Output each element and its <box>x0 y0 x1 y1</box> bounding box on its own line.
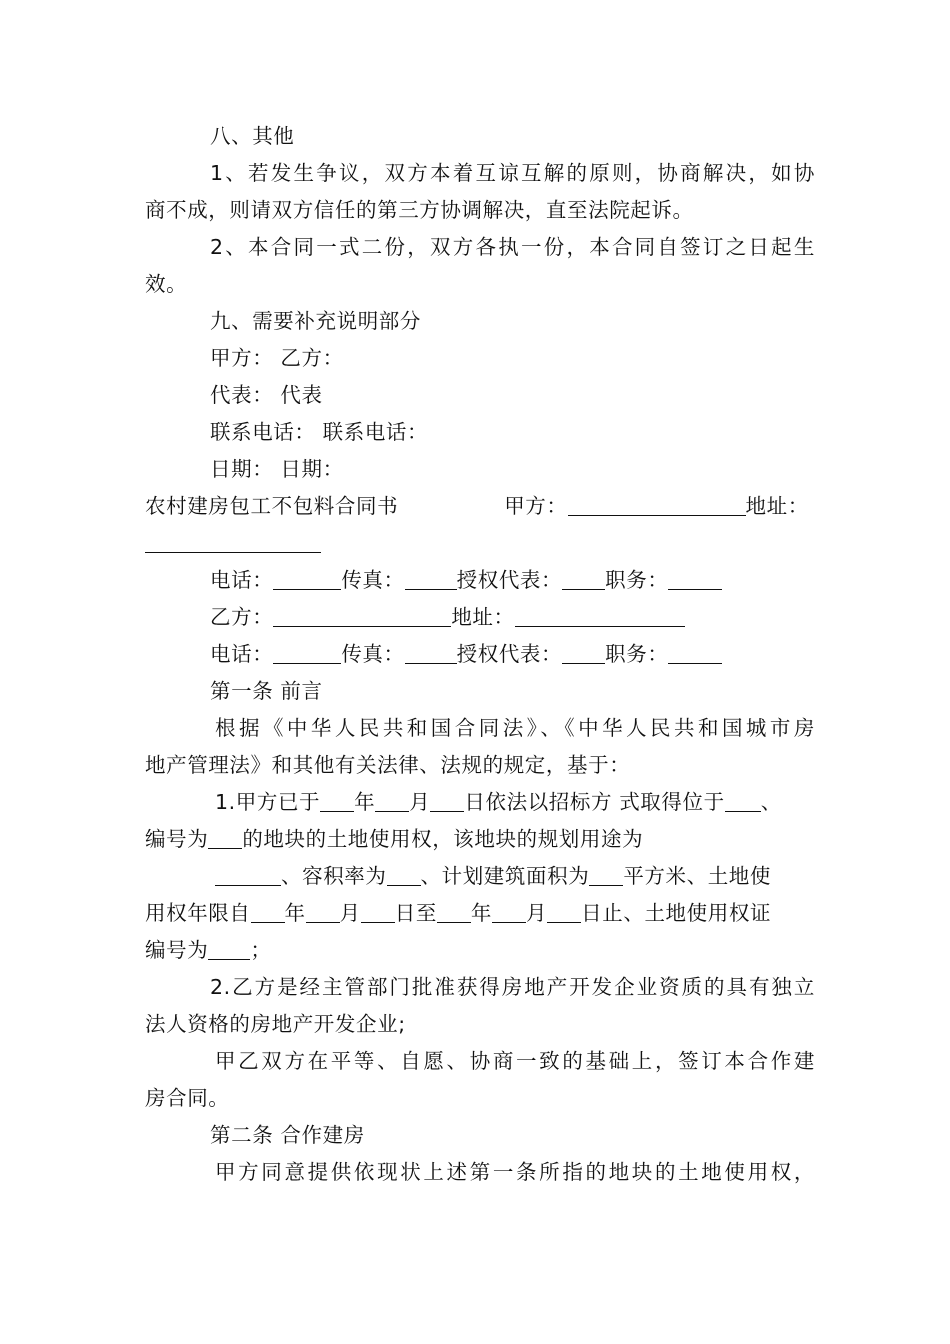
paragraph-line: 根据《中华人民共和国合同法》、《中华人民共和国城市房 <box>215 716 815 740</box>
address-blank <box>145 530 321 553</box>
paragraph-line: 2、本合同一式二份，双方各执一份，本合同自签订之日起生 <box>210 235 815 259</box>
position-blank <box>668 567 722 590</box>
address-blank-line <box>145 529 815 557</box>
paragraph-line: 1、若发生争议，双方本着互谅互解的原则，协商解决，如协 <box>210 161 815 185</box>
contract-title-line <box>145 492 815 520</box>
clause-1-line: 、容积率为 、计划建筑面积为 平方米、土地使 <box>215 862 815 890</box>
paragraph-line: 甲乙双方在平等、自愿、协商一致的基础上，签订本合作建 <box>215 1049 815 1073</box>
party-a-contact-line: 电话： 传真： 授权代表： 职务： <box>210 566 815 594</box>
phone-blank <box>273 567 341 590</box>
section-heading-supplement: 九、需要补充说明部分 <box>210 309 421 333</box>
section-heading-other: 八、其他 <box>210 124 295 148</box>
paragraph-line: 效。 <box>145 272 188 296</box>
fax-blank <box>405 567 457 590</box>
address-label: 地址： <box>745 494 809 518</box>
paragraph-line: 房合同。 <box>145 1086 230 1110</box>
paragraph-line: 商不成，则请双方信任的第三方协调解决，直至法院起诉。 <box>145 198 694 222</box>
party-b-blank <box>273 604 451 627</box>
paragraph-line: 甲方同意提供依现状上述第一条所指的地块的土地使用权， <box>215 1160 815 1184</box>
fax-blank <box>405 641 457 664</box>
signature-phone-line: 联系电话： 联系电话： <box>210 420 429 444</box>
clause-2-line: 法人资格的房地产开发企业; <box>145 1012 406 1036</box>
signature-representative-line: 代表： 代表 <box>210 383 323 407</box>
phone-blank <box>273 641 341 664</box>
representative-blank <box>562 641 605 664</box>
signature-date-line: 日期： 日期： <box>210 457 344 481</box>
paragraph-line: 地产管理法》和其他有关法律、法规的规定，基于： <box>145 753 631 777</box>
article-two-heading: 第二条 合作建房 <box>210 1123 365 1147</box>
position-blank <box>668 641 722 664</box>
party-b-line: 乙方： 地址： <box>210 603 815 631</box>
representative-blank <box>562 567 605 590</box>
signature-party-line: 甲方： 乙方： <box>210 346 344 370</box>
clause-1-line: 编号为 的地块的土地使用权，该地块的规划用途为 <box>145 827 644 851</box>
party-b-contact-line: 电话： 传真： 授权代表： 职务： <box>210 640 815 668</box>
clause-2-line: 2.乙方是经主管部门批准获得房地产开发企业资质的具有独立 <box>210 975 815 999</box>
article-one-heading: 第一条 前言 <box>210 679 323 703</box>
party-a-blank <box>568 493 746 516</box>
clause-1-line: 用权年限自 年 月 日至 年 月 日止、土地使用权证 <box>145 901 772 925</box>
clause-1-line: 编号为 ； <box>145 938 272 962</box>
contract-title: 农村建房包工不包料合同书 <box>145 494 399 518</box>
clause-1-line: 1.甲方已于 年 月 日依法以招标方 式取得位于 、 <box>215 790 782 814</box>
party-a-label: 甲方： <box>504 494 568 518</box>
party-b-address-blank <box>515 604 685 627</box>
